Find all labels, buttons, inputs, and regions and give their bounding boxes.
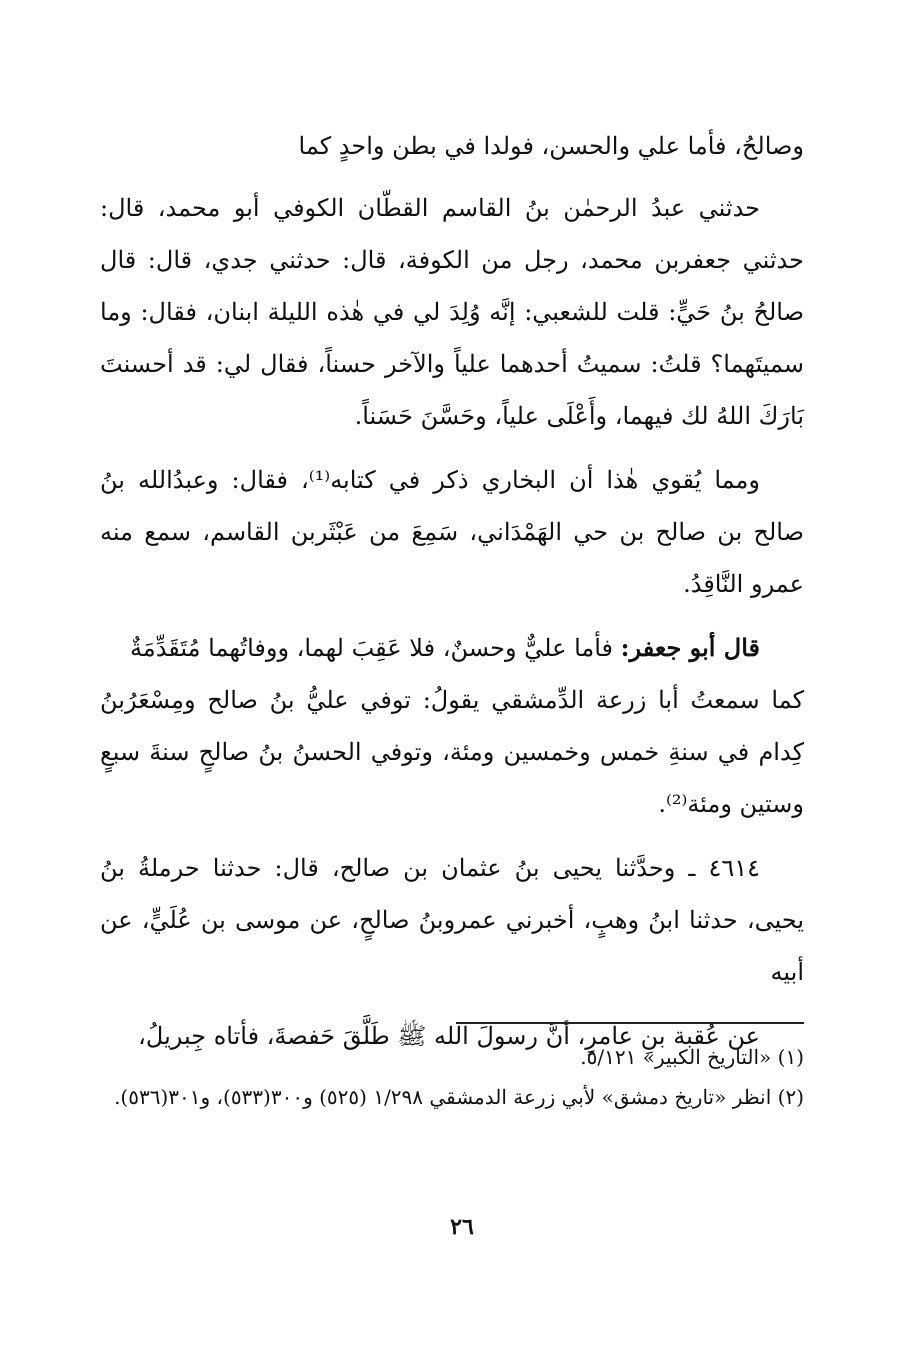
abu-jafar-lead: قال أبو جعفر: [620,633,760,662]
footnote-divider [456,1022,804,1024]
paragraph-abu-jafar [100,622,804,830]
footnote-2: (٢) انظر «تاريخ دمشق» لأبي زرعة الدمشقي ١/٢٩٨ (٥٢٥) و٣٠٠(٥٣٣)، و٣٠١(٥٣٦). [114,1085,804,1109]
footnote-1: (١) «التاريخ الكبير» ٥/١٢١. [580,1045,804,1069]
paragraph-uqba: عن عُقبة بنِ عامرٍ، أنَّ رسولَ الله ﷺ طَلَّقَ حَفصةَ، فأتاه جِبريلُ، [138,1022,760,1050]
page-number: ٢٦ [450,1214,474,1240]
abu-jafar-continuation: كما سمعتُ أبا زرعة الدِّمشقي يقولُ: توفي عليُّ بنُ صالح ومِسْعَرُبنُ كِدام في سنةِ خمس وخمسين ومئة، وتوفي الحسنُ بنُ صالحٍ سنةَ سبعٍ وستين ومئة⁽²⁾. [100,686,804,818]
paragraph-hadith-naming: حدثني عبدُ الرحمٰن بنُ القاسم القطّان الكوفي أبو محمد، قال: حدثني جعفربن محمد، رجل من الكوفة، قال: حدثني جدي، قال: قال صالحُ بنُ حَيٍّ: قلت للشعبي: إنَّه وُلِدَ لي في هٰذه الليلة ابنان، فقال: وما سميتَهما؟ قلتُ: سميتُ أحدهما علياً والآخر حسناً، فقال لي: قد أحسنتَ بَارَكَ اللهُ لك فيهما، وأَعْلَى علياً، وحَسَّنَ حَسَناً. [100,194,804,430]
paragraph-bukhari: ومما يُقوي هٰذا أن البخاري ذكر في كتابه⁽¹⁾، فقال: وعبدُالله بنُ صالح بن صالح بن حي الهَمْدَاني، سَمِعَ من عَبْثَربن القاسم، سمع منه عمرو النَّاقِدُ. [100,466,804,598]
main-text [100,120,804,1074]
footnotes [100,1038,804,1118]
abu-jafar-rest: فأما عليٌّ وحسنٌ، فلا عَقِبَ لهما، ووفاتُهما مُتَقَدِّمَةٌ [129,634,621,662]
paragraph-continuation: وصالحُ، فأما علي والحسن، فولدا في بطن واحدٍ كما [298,132,804,160]
paragraph-hadith-4614: ٤٦١٤ ـ وحدَّثنا يحيى بنُ عثمان بن صالح، قال: حدثنا حرملةُ بنُ يحيى، حدثنا ابنُ وهبٍ، أخبرني عمروبنُ صالحٍ، عن موسى بن عُلَيٍّ، عن أبيه [100,854,804,986]
